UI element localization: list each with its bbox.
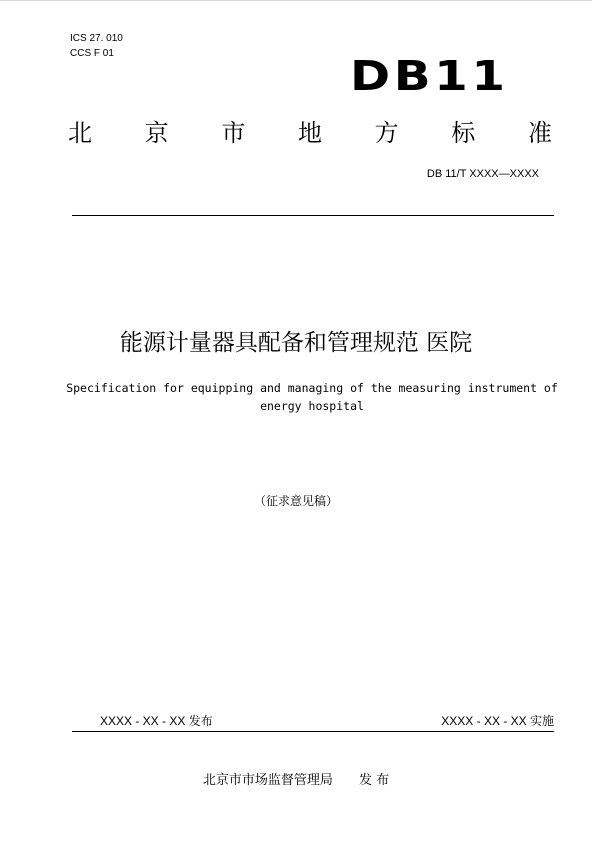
standard-type-char: 地 <box>297 119 322 147</box>
bottom-divider <box>72 731 554 732</box>
standard-type-char: 标 <box>451 119 476 147</box>
ics-code: ICS 27. 010 <box>70 33 123 44</box>
issue-date: XXXX - XX - XX 发布 <box>100 714 213 728</box>
standard-type-char: 市 <box>221 119 246 147</box>
ccs-code: CCS F 01 <box>70 48 114 59</box>
standard-type-char: 北 <box>68 119 92 147</box>
standard-type-char: 京 <box>144 119 169 147</box>
standard-type-char: 方 <box>374 119 399 147</box>
document-title-chinese: 能源计量器具配备和管理规范 医院 <box>119 330 473 356</box>
standard-type-heading <box>68 117 552 149</box>
standard-type-char: 准 <box>527 119 552 147</box>
issuer-action: 发 布 <box>358 773 390 788</box>
db11-logo: DB11 <box>350 52 509 100</box>
document-title-english: Specification for equipping and managing of the measuring instrument of energy hospital <box>66 381 558 413</box>
issuing-authority <box>0 772 592 790</box>
top-divider <box>72 215 554 216</box>
standard-number: DB 11/T XXXX—XXXX <box>426 168 539 180</box>
issuer-name: 北京市市场监督管理局 <box>202 773 333 788</box>
draft-label: （征求意见稿） <box>253 494 338 508</box>
implementation-date: XXXX - XX - XX 实施 <box>441 714 554 728</box>
